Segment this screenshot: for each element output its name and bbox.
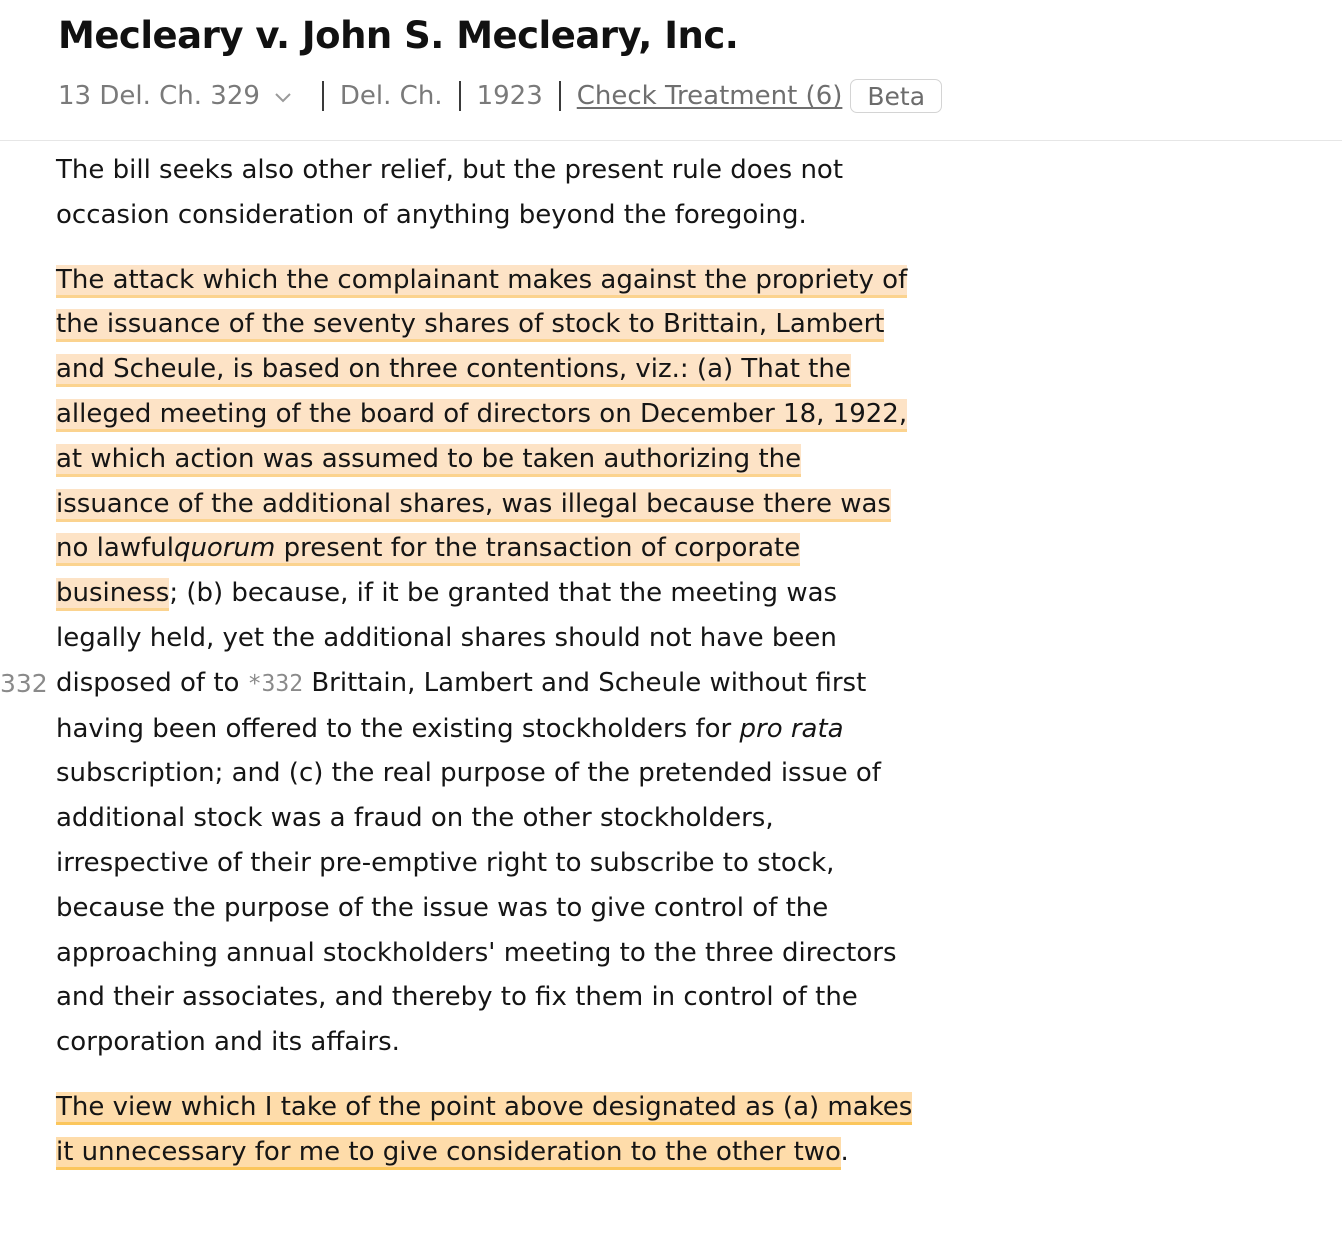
highlighted-passage[interactable]: The attack which the complainant makes against the propriety of the issuance of the seventy shares of stock to Brittain, Lambert and Scheule, is based on three contentions, viz.: (a) That the alleged meeting of the board of directors on December 18, 1922, at which action was assumed to be taken authorizing the issuance of the additional shares, was illegal because there was no lawfulquorum present for the transaction of corporate business bbox=[56, 265, 907, 612]
highlighted-passage[interactable]: The view which I take of the point above designated as (a) makes it unnecessary for me to give consideration to the other two bbox=[56, 1092, 912, 1170]
case-header bbox=[0, 0, 1342, 141]
opinion-text bbox=[56, 148, 916, 1175]
divider bbox=[459, 81, 461, 111]
paragraph: The view which I take of the point above designated as (a) makes it unnecessary for me to give consideration to the other two. bbox=[56, 1085, 916, 1175]
paragraph: The bill seeks also other relief, but the present rule does not occasion consideration of anything beyond the foregoing. bbox=[56, 155, 844, 230]
margin-page-number: 332 bbox=[0, 669, 48, 698]
court-label: Del. Ch. bbox=[339, 81, 443, 111]
divider bbox=[559, 81, 561, 111]
citation-dropdown[interactable] bbox=[58, 81, 306, 111]
page-marker: *332 bbox=[247, 670, 304, 697]
check-treatment-link[interactable]: Check Treatment (6) bbox=[576, 81, 843, 111]
case-meta-bar bbox=[58, 78, 942, 114]
beta-badge: Beta bbox=[850, 79, 942, 113]
year-label: 1923 bbox=[476, 81, 543, 111]
case-title: Mecleary v. John S. Mecleary, Inc. bbox=[58, 14, 739, 57]
citation-label: 13 Del. Ch. 329 bbox=[58, 81, 260, 111]
chevron-down-icon bbox=[274, 81, 292, 111]
paragraph: The attack which the complainant makes against the propriety of the issuance of the seventy shares of stock to Brittain, Lambert and Scheule, is based on three contentions, viz.: (a) That the alleged meeting of the board of directors on December 18, 1922, at which action was assumed to be taken authorizing the issuance of the additional shares, was illegal because there was no lawfulquorum present for the transaction of corporate business; (b) because, if it be granted that the meeting was legally held, yet the additional shares should not have been disposed of to *332 Brittain, Lambert and Scheule without first having been offered to the existing stockholders for pro rata subscription; and (c) the real purpose of the pretended issue of additional stock was a fraud on the other stockholders, irrespective of their pre-emptive right to subscribe to stock, because the purpose of the issue was to give control of the approaching annual stockholders' meeting to the three directors and their associates, and thereby to fix them in control of the corporation and its affairs. bbox=[56, 264, 908, 1058]
divider bbox=[322, 81, 324, 111]
